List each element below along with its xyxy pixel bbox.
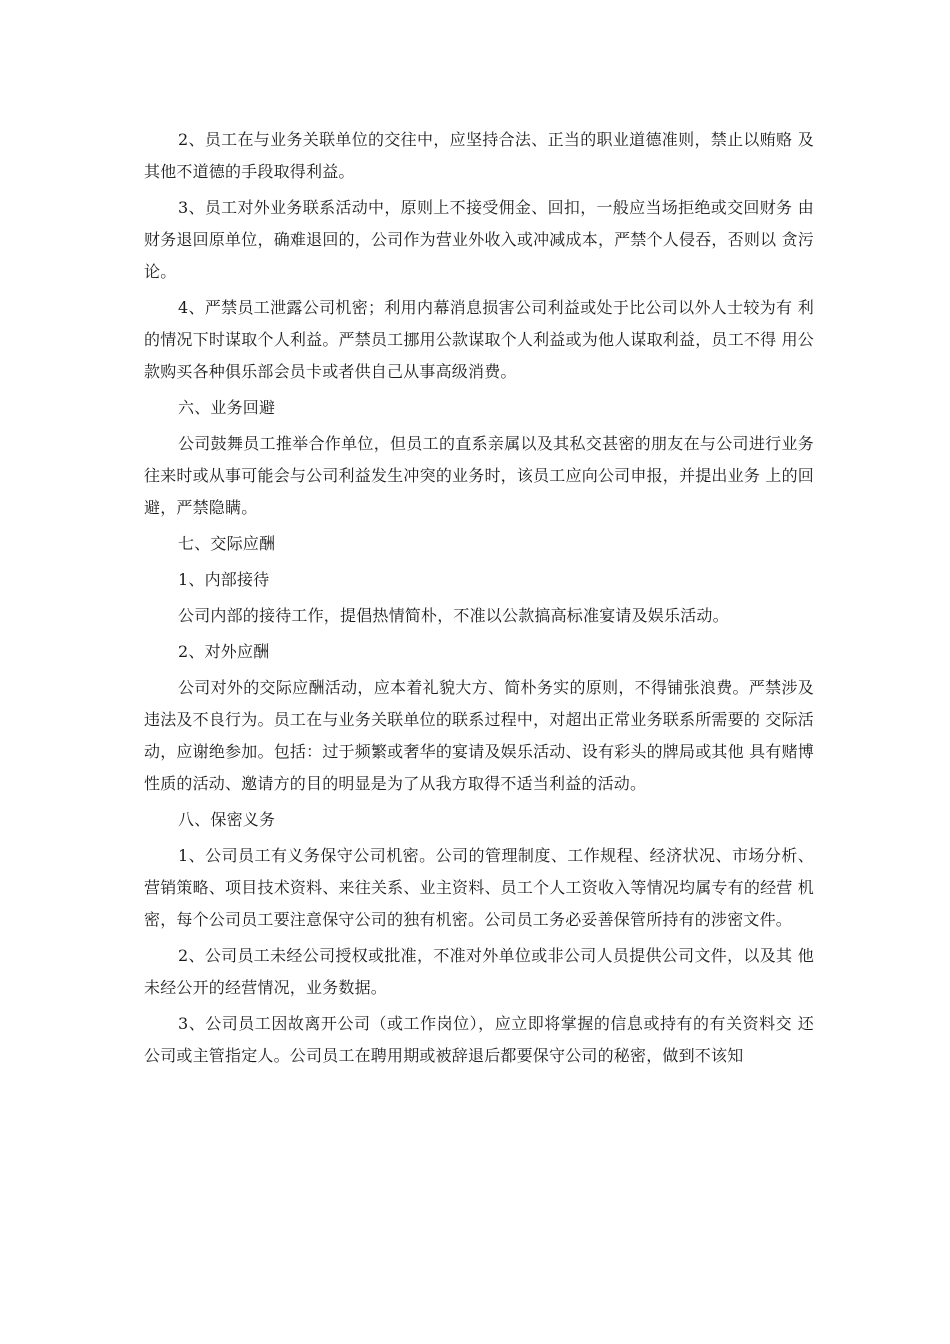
- paragraph-confidentiality-3: 3、公司员工因故离开公司（或工作岗位），应立即将掌握的信息或持有的有关资料交 还公司或主管指定人。公司员工在聘用期或被辞退后都要保守公司的秘密，做到不该知: [144, 1014, 814, 1065]
- paragraph-external-entertainment: 公司对外的交际应酬活动，应本着礼貌大方、简朴务实的原则，不得铺张浪费。严禁涉及违法及不良行为。员工在与业务关联单位的联系过程中，对超出正常业务联系所需要的 交际活动，应谢绝参加。包括：过于频繁或奢华的宴请及娱乐活动、设有彩头的牌局或其他 具有赌博性质的活动、邀请方的目的明显是为了从我方取得不适当利益的活动。: [144, 678, 814, 793]
- section-heading-confidentiality: 八、保密义务: [178, 810, 276, 829]
- subheading-internal-reception: 1、内部接待: [178, 570, 270, 589]
- paragraph-confidentiality-2: 2、公司员工未经公司授权或批准，不准对外单位或非公司人员提供公司文件，以及其 他未经公开的经营情况，业务数据。: [144, 946, 814, 997]
- section-heading-business-avoidance: 六、业务回避: [178, 398, 276, 417]
- paragraph-confidential-interest: 4、严禁员工泄露公司机密；利用内幕消息损害公司利益或处于比公司以外人士较为有 利的情况下时谋取个人利益。严禁员工挪用公款谋取个人利益或为他人谋取利益，员工不得 用公款购买各种俱乐部会员卡或者供自己从事高级消费。: [144, 298, 814, 381]
- section-heading-social-entertainment: 七、交际应酬: [178, 534, 276, 553]
- subheading-external-entertainment: 2、对外应酬: [178, 642, 270, 661]
- paragraph-business-avoidance: 公司鼓舞员工推举合作单位，但员工的直系亲属以及其私交甚密的朋友在与公司进行业务往来时或从事可能会与公司利益发生冲突的业务时，该员工应向公司申报，并提出业务 上的回避，严禁隐瞒。: [144, 434, 814, 517]
- paragraph-internal-reception: 公司内部的接待工作，提倡热情简朴，不准以公款搞高标准宴请及娱乐活动。: [178, 606, 729, 625]
- paragraph-confidentiality-1: 1、公司员工有义务保守公司机密。公司的管理制度、工作规程、经济状况、市场分析、 营销策略、项目技术资料、来往关系、业主资料、员工个人工资收入等情况均属专有的经营 机密，每个公司员工要注意保守公司的独有机密。公司员工务必妥善保管所持有的涉密文件。: [144, 846, 814, 929]
- document-body: [144, 124, 814, 1076]
- paragraph-commission: 3、员工对外业务联系活动中，原则上不接受佣金、回扣，一般应当场拒绝或交回财务 由财务退回原单位，确难退回的，公司作为营业外收入或冲减成本，严禁个人侵吞，否则以 贪污论。: [144, 198, 814, 281]
- paragraph-bribery: 2、员工在与业务关联单位的交往中，应坚持合法、正当的职业道德准则，禁止以贿赂 及其他不道德的手段取得利益。: [144, 130, 814, 181]
